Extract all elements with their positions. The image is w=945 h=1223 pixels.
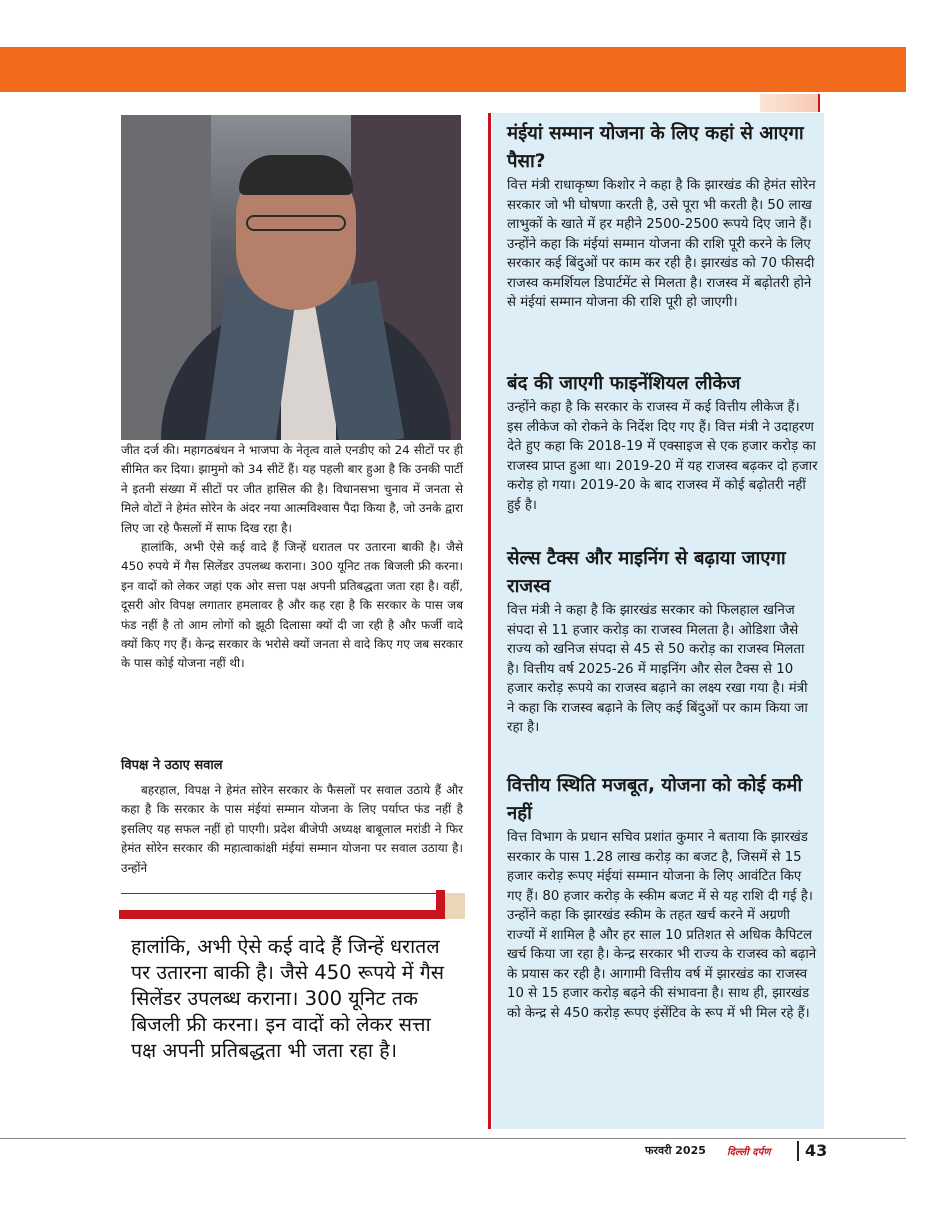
paragraph: हालांकि, अभी ऐसे कई वादे हैं जिन्हें धरातल पर उतारना बाकी है। जैसे 450 रुपये में गैस सिलेंडर उपलब्ध कराना। 300 यूनिट तक बिजली फ्री करना। इन वादों को लेकर जहां एक ओर सत्ता पक्ष अपनी प्रतिबद्धता जता रहा है। वहीं, दूसरी ओर विपक्ष लगातार हमलावर है और कह रहा है कि सरकार के पास जब फंड नहीं है तो आम लोगों को झूठी दिलासा क्यों दी जा रही है और फर्जी वादे क्यों किए गए हैं। केन्द्र सरकार के भरोसे क्यों जनता से वादे किए गए जब सरकार के पास कोई योजना नहीं थी। — [121, 540, 463, 671]
left-column-lower — [121, 781, 463, 878]
sidebar-heading: सेल्स टैक्स और माइनिंग से बढ़ाया जाएगा राजस्व — [507, 548, 786, 597]
pull-quote: हालांकि, अभी ऐसे कई वादे हैं जिन्हें धरातल पर उतारना बाकी है। जैसे 450 रूपये में गैस सिलेंडर उपलब्ध कराना। 300 यूनिट तक बिजली फ्री करना। इन वादों को लेकर सत्ता पक्ष अपनी प्रतिबद्धता भी जता रहा है। — [131, 935, 445, 1062]
divider — [121, 893, 463, 894]
sidebar-text: वित्त मंत्री राधाकृष्ण किशोर ने कहा है कि झारखंड की हेमंत सोरेन सरकार जो भी घोषणा करती है, उसे पूरा भी करती है। 50 लाख लाभुकों के खाते में हर महीने 2500-2500 रूपये दिए जाने हैं। उन्होंने कहा कि मंईयां सम्मान योजना की राशि पूरी करने के लिए सरकार कई बिंदुओं पर काम कर रही है। झारखंड को 70 फीसदी राजस्व कमर्शियल डिपार्टमेंट से मिलता है। राजस्व में बढ़ोतरी होने से मंईयां सम्मान योजना की राशि पूरी हो जाएगी। — [507, 178, 816, 310]
sidebar-text: वित्त विभाग के प्रधान सचिव प्रशांत कुमार ने बताया कि झारखंड सरकार के पास 1.28 लाख करोड़ का बजट है, जिसमें से 15 हजार करोड़ रूपए मंईयां सम्मान योजना के लिए आवंटित किए गए हैं। 80 हजार करोड़ के स्कीम बजट में से यह राशि दी गई है। उन्होंने कहा कि झारखंड स्कीम के तहत खर्च करने में अग्रणी राज्यों में शामिल है और हर साल 10 प्रतिशत से अधिक कैपिटल खर्च किया जा रहा है। केन्द्र सरकार भी राज्य के राजस्व को बढ़ाने के प्रयास कर रही है। आगामी वित्तीय वर्ष में झारखंड का राजस्व 10 से 15 हजार करोड़ बढ़ने की संभावना है। साथ ही, झारखंड को केन्द्र से 450 करोड़ रूपए इंसेंटिव के रूप में भी मिल रहे हैं। — [507, 830, 817, 1021]
page-footer — [0, 1141, 945, 1163]
paragraph: जीत दर्ज की। महागठबंधन ने भाजपा के नेतृत्व वाले एनडीए को 24 सीटों पर ही सीमित कर दिया। झामुमो को 34 सीटें हैं। यह पहली बार हुआ है कि उनकी पार्टी ने इतनी संख्या में सीटों पर जीत हासिल की है। विधानसभा चुनाव में जनता से मिले वोटों ने हेमंत सोरेन के अंदर नया आत्मविश्वास पैदा किया है, जो उनके द्वारा लिए जा रहे फैसलों में साफ दिख रहा है। — [121, 443, 463, 535]
footer-divider — [0, 1138, 906, 1139]
pull-quote-corner — [445, 893, 465, 919]
pull-quote-bar-vertical — [436, 890, 445, 919]
sidebar-section — [507, 545, 819, 738]
sidebar-text: वित्त मंत्री ने कहा है कि झारखंड सरकार को फिलहाल खनिज संपदा से 11 हजार करोड़ का राजस्व मिलता है। ओडिशा जैसे राज्य को खनिज संपदा से 45 से 50 करोड़ का राजस्व मिलता है। वित्तीय वर्ष 2025-26 में माइनिंग और सेल टैक्स से 10 हजार करोड़ रूपये का राजस्व बढ़ाने का लक्ष्य रखा गया है। मंत्री ने कहा कि राजस्व बढ़ाने के लिए कई बिंदुओं पर काम किया जा रहा है। — [507, 603, 808, 735]
left-column — [121, 441, 463, 674]
issue-date: फरवरी 2025 — [645, 1144, 706, 1157]
footer-separator — [797, 1141, 799, 1161]
pull-quote-bar — [119, 910, 437, 919]
sidebar-border — [488, 113, 491, 1129]
sidebar-heading: वित्तीय स्थिति मजबूत, योजना को कोई कमी नहीं — [507, 775, 803, 824]
sidebar-text: उन्होंने कहा है कि सरकार के राजस्व में कई वित्तीय लीकेज हैं। इस लीकेज को रोकने के निर्देश दिए गए हैं। वित्त मंत्री ने उदाहरण देते हुए कहा कि 2018-19 में एक्साइज से एक हजार करोड़ का राजस्व प्राप्त हुआ था। 2019-20 में यह राजस्व बढ़कर दो हजार करोड़ हो गया। 2019-20 के बाद राजस्व में कोई बढ़ोतरी नहीं हुई है। — [507, 400, 818, 513]
box-accent-line — [818, 94, 820, 112]
sidebar-heading: बंद की जाएगी फाइनेंशियल लीकेज — [507, 373, 741, 394]
magazine-logo: दिल्ली दर्पण — [727, 1147, 771, 1158]
sidebar-section — [507, 120, 819, 313]
article-photo — [121, 115, 461, 440]
section-subheading: विपक्ष ने उठाए सवाल — [121, 758, 223, 773]
sidebar-section — [507, 370, 819, 515]
header-band — [0, 47, 906, 92]
paragraph: बहरहाल, विपक्ष ने हेमंत सोरेन सरकार के फैसलों पर सवाल उठाये हैं और कहा है कि सरकार के पास मंईयां सम्मान योजना के लिए पर्याप्त फंड नहीं है इसलिए यह सफल नहीं हो पाएगी। प्रदेश बीजेपी अध्यक्ष बाबूलाल मरांडी ने फिर हेमंत सोरेन सरकार की महात्वाकांक्षी मंईयां सम्मान योजना पर सवाल उठाया है। उन्होंने — [121, 783, 463, 875]
sidebar-heading: मंईयां सम्मान योजना के लिए कहां से आएगा पैसा? — [507, 123, 804, 172]
box-accent — [760, 94, 820, 112]
sidebar-section — [507, 772, 819, 1023]
page-number: 43 — [805, 1141, 828, 1160]
